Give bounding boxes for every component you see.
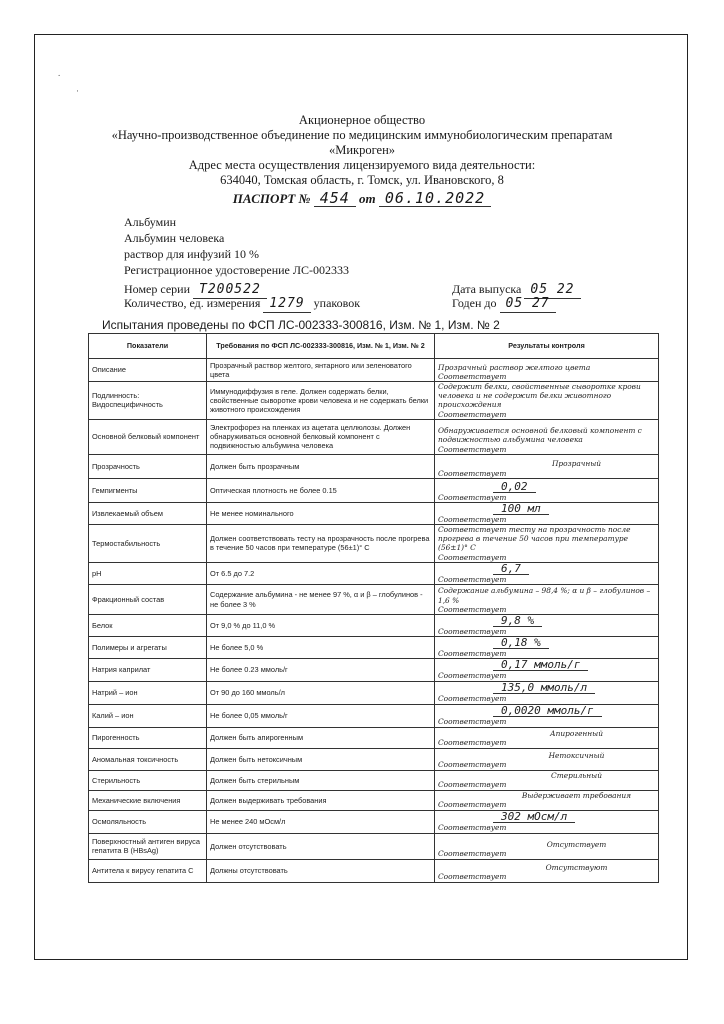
tests-title: Испытания проведены по ФСП ЛС-002333-300816, Изм. № 1, Изм. № 2: [102, 318, 500, 332]
quantity-label: Количество, ед. измерения: [124, 296, 261, 310]
row-requirement: От 90 до 160 ммоль/л: [207, 681, 435, 704]
table-row: [89, 585, 659, 615]
row-param: Пирогенность: [89, 727, 207, 748]
row-param: Натрия каприлат: [89, 659, 207, 681]
org-line-1: Акционерное общество: [298, 113, 426, 127]
col-header-param: Показатели: [89, 334, 207, 359]
passport-label: ПАСПОРТ №: [232, 191, 311, 206]
row-requirement: Не менее номинального: [207, 502, 435, 524]
row-result: [435, 704, 659, 727]
passport-from: от: [359, 191, 376, 206]
conform-label: Соответствует: [438, 760, 507, 770]
result-text: Отсутствует: [546, 840, 607, 850]
col-header-results: Результаты контроля: [435, 334, 659, 359]
row-param: Калий – ион: [89, 704, 207, 727]
result-value: 302 мОсм/л: [493, 811, 575, 823]
address: 634040, Томская область, г. Томск, ул. Ивановского, 8: [220, 173, 504, 187]
row-result: [435, 727, 659, 748]
row-param: Белок: [89, 615, 207, 637]
row-requirement: От 9,0 % до 11,0 %: [207, 615, 435, 637]
row-requirement: Должен выдерживать требования: [207, 790, 435, 810]
row-param: Аномальная токсичность: [89, 748, 207, 770]
result-value: 0,02: [493, 481, 536, 493]
row-requirement: Не более 0.23 ммоль/г: [207, 659, 435, 681]
conform-label: Соответствует: [438, 574, 507, 584]
result-value: 100 мл: [493, 503, 549, 515]
row-param: Антитела к вирусу гепатита С: [89, 859, 207, 882]
row-result: [435, 748, 659, 770]
conform-label: Соответствует: [438, 409, 507, 419]
row-result: [435, 770, 659, 790]
table-row: [89, 637, 659, 659]
release-label: Дата выпуска: [452, 282, 522, 296]
conform-label: Соответствует: [438, 444, 507, 454]
product-name: Альбумин: [124, 215, 177, 229]
row-param: Натрий – ион: [89, 681, 207, 704]
row-result: [435, 790, 659, 810]
org-line-2: «Научно-производственное объединение по медицинским иммунобиологическим препаратам: [111, 128, 613, 142]
valid-value: 05 27: [500, 296, 556, 313]
result-text: Соответствует тесту на прозрачность после прогрева в течение 50 часов при температуре (56±1)° С: [438, 525, 631, 553]
passport-number: 454: [314, 190, 356, 207]
row-requirement: Должен быть прозрачным: [207, 454, 435, 478]
release-value: 05 22: [524, 282, 580, 299]
row-requirement: От 6.5 до 7.2: [207, 562, 435, 584]
product-block: [124, 214, 349, 278]
conform-label: Соответствует: [438, 823, 507, 833]
row-param: Гемпигменты: [89, 478, 207, 502]
result-value: 135,0 ммоль/л: [493, 682, 595, 694]
row-result: [435, 810, 659, 833]
quantity-unit: упаковок: [313, 296, 361, 310]
row-result: [435, 419, 659, 454]
results-table: [88, 333, 659, 883]
row-result: [435, 502, 659, 524]
table-row: [89, 478, 659, 502]
row-result: [435, 359, 659, 382]
quantity-value: 1279: [263, 296, 310, 313]
table-row: [89, 704, 659, 727]
row-requirement: Должен отсутствовать: [207, 833, 435, 859]
result-text: Апирогенный: [550, 729, 603, 739]
row-requirement: Должен быть апирогенным: [207, 727, 435, 748]
row-param: Осмоляльность: [89, 810, 207, 833]
row-result: [435, 681, 659, 704]
row-result: [435, 615, 659, 637]
row-param: Основной белковый компонент: [89, 419, 207, 454]
row-param: Термостабильность: [89, 525, 207, 563]
valid-label: Годен до: [452, 296, 497, 310]
row-requirement: Должен соответствовать тесту на прозрачность после прогрева в течение 50 часов при температуре (56±1)° С: [207, 525, 435, 563]
row-requirement: Содержание альбумина - не менее 97 %, α и β – глобулинов - не более 3 %: [207, 585, 435, 615]
conform-label: Соответствует: [438, 604, 507, 614]
table-row: [89, 359, 659, 382]
table-row: [89, 727, 659, 748]
series-label: Номер серии: [124, 282, 190, 296]
row-requirement: Прозрачный раствор желтого, янтарного или зеленоватого цвета: [207, 359, 435, 382]
result-text: Нетоксичный: [548, 751, 605, 761]
table-row: [89, 562, 659, 584]
row-result: [435, 525, 659, 563]
result-text: Прозрачный: [551, 459, 602, 469]
table-row: [89, 382, 659, 420]
table-row: [89, 615, 659, 637]
row-param: Извлекаемый объем: [89, 502, 207, 524]
result-value: 6,7: [493, 563, 529, 575]
conform-label: Соответствует: [438, 627, 507, 637]
result-text: Отсутствуют: [545, 863, 608, 873]
conform-label: Соответствует: [438, 694, 507, 704]
result-value: 0,17 ммоль/г: [493, 659, 588, 671]
conform-label: Соответствует: [438, 468, 507, 478]
passport-date: 06.10.2022: [379, 190, 491, 207]
row-requirement: Электрофорез на пленках из ацетата целлюлозы. Должен обнаруживаться основной белковый компонент с подвижностью альбумина человека: [207, 419, 435, 454]
product-registration: Регистрационное удостоверение ЛС-002333: [124, 263, 350, 277]
result-text: Обнаруживается основной белковый компонент с подвижностью альбумина человека: [438, 426, 642, 445]
result-text: Содержание альбумина – 98,4 %; α и β – глобулинов – 1,6 %: [438, 586, 651, 605]
table-row: [89, 681, 659, 704]
table-row: [89, 525, 659, 563]
result-text: Прозрачный раствор желтого цвета: [438, 362, 591, 372]
table-row: [89, 748, 659, 770]
results-body: [89, 359, 659, 883]
row-requirement: Должен быть стерильным: [207, 770, 435, 790]
result-value: 0,0020 ммоль/г: [493, 705, 602, 717]
row-requirement: Оптическая плотность не более 0.15: [207, 478, 435, 502]
row-requirement: Не менее 240 мОсм/л: [207, 810, 435, 833]
conform-label: Соответствует: [438, 780, 507, 790]
product-form: раствор для инфузий 10 %: [124, 247, 259, 261]
row-param: Описание: [89, 359, 207, 382]
result-value: 9,8 %: [493, 615, 542, 627]
result-value: 0,18 %: [493, 637, 549, 649]
conform-label: Соответствует: [438, 671, 507, 681]
table-row: [89, 833, 659, 859]
conform-label: Соответствует: [438, 552, 507, 562]
conform-label: Соответствует: [438, 800, 507, 810]
table-row: [89, 454, 659, 478]
conform-label: Соответствует: [438, 738, 507, 748]
series-value: Т200522: [193, 282, 267, 299]
row-result: [435, 859, 659, 882]
row-param: pH: [89, 562, 207, 584]
row-requirement: Должны отсутствовать: [207, 859, 435, 882]
row-param: Поверхностный антиген вируса гепатита В (HBsAg): [89, 833, 207, 859]
row-param: Стерильность: [89, 770, 207, 790]
conform-label: Соответствует: [438, 649, 507, 659]
col-header-requirements: Требования по ФСП ЛС-002333-300816, Изм. № 1, Изм. № 2: [207, 334, 435, 359]
row-result: [435, 562, 659, 584]
row-param: Подлинность: Видоспецифичность: [89, 382, 207, 420]
row-param: Прозрачность: [89, 454, 207, 478]
table-row: [89, 790, 659, 810]
conform-label: Соответствует: [438, 717, 507, 727]
scan-mark: ·: [76, 86, 79, 96]
conform-label: Соответствует: [438, 371, 507, 381]
result-text: Стерильный: [551, 771, 602, 781]
row-requirement: Должен быть нетоксичным: [207, 748, 435, 770]
address-label: Адрес места осуществления лицензируемого вида деятельности:: [188, 158, 536, 172]
row-requirement: Иммунодиффузия в геле. Должен содержать белки, свойственные сыворотке крови человека и не содержать белки животного происхождения: [207, 382, 435, 420]
row-result: [435, 382, 659, 420]
row-result: [435, 454, 659, 478]
row-requirement: Не более 5,0 %: [207, 637, 435, 659]
row-param: Механические включения: [89, 790, 207, 810]
table-row: [89, 659, 659, 681]
valid-line: [452, 296, 556, 313]
row-result: [435, 833, 659, 859]
conform-label: Соответствует: [438, 514, 507, 524]
quantity-line: [124, 296, 360, 313]
passport-line: [0, 190, 724, 207]
conform-label: Соответствует: [438, 492, 507, 502]
row-result: [435, 585, 659, 615]
table-row: [89, 859, 659, 882]
table-row: [89, 810, 659, 833]
conform-label: Соответствует: [438, 849, 507, 859]
row-result: [435, 478, 659, 502]
result-text: Выдерживает требования: [521, 791, 632, 801]
table-row: [89, 770, 659, 790]
row-param: Полимеры и агрегаты: [89, 637, 207, 659]
table-row: [89, 419, 659, 454]
result-text: Содержит белки, свойственные сыворотке крови человека и не содержит белки животного происхождения: [438, 382, 641, 410]
org-line-3: «Микроген»: [328, 143, 396, 157]
scan-mark: .: [58, 68, 61, 78]
row-requirement: Не более 0,05 ммоль/г: [207, 704, 435, 727]
table-row: [89, 502, 659, 524]
conform-label: Соответствует: [438, 872, 507, 882]
row-result: [435, 637, 659, 659]
product-full-name: Альбумин человека: [124, 231, 225, 245]
row-param: Фракционный состав: [89, 585, 207, 615]
row-result: [435, 659, 659, 681]
